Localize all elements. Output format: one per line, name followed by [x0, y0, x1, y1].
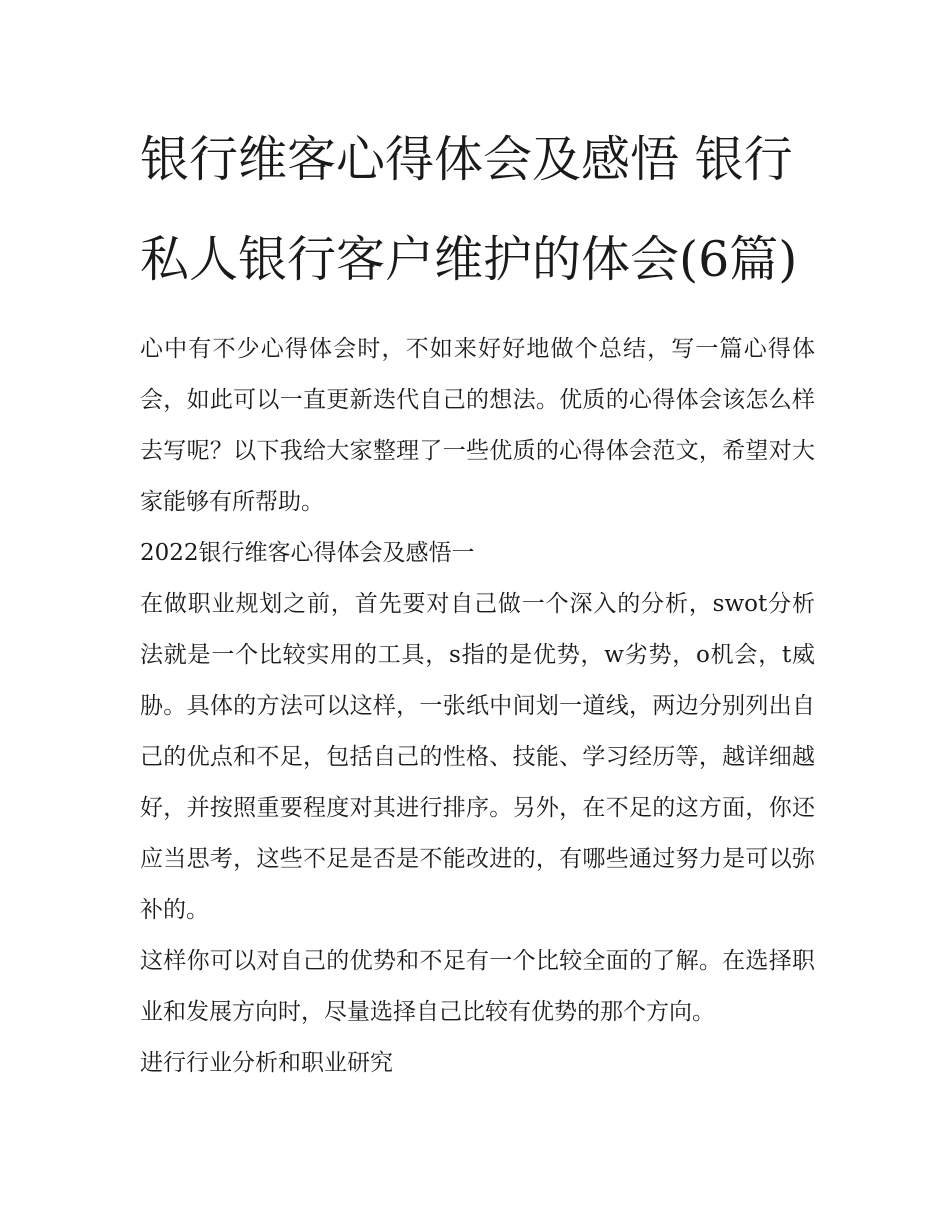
document-page: [140, 110, 815, 1089]
section-heading: 2022银行维客心得体会及感悟一: [140, 540, 475, 566]
subsection-heading: 进行行业分析和职业研究: [140, 1050, 393, 1076]
body-paragraph-swot: 在做职业规划之前，首先要对自己做一个深入的分析，swot分析法就是一个比较实用的工具，s指的是优势，w劣势，o机会，t威胁。具体的方法可以这样，一张纸中间划一道线，两边分别列出自己的优点和不足，包括自己的性格、技能、学习经历等，越详细越好，并按照重要程度对其进行排序。另外，在不足的这方面，你还应当思考，这些不足是否是不能改进的，有哪些通过努力是可以弥补的。: [140, 591, 815, 923]
body-paragraph-summary: 这样你可以对自己的优势和不足有一个比较全面的了解。在选择职业和发展方向时，尽量选择自己比较有优势的那个方向。: [140, 948, 815, 1025]
document-title: 银行维客心得体会及感悟 银行私人银行客户维护的体会(6篇): [140, 131, 798, 288]
intro-paragraph: 心中有不少心得体会时，不如来好好地做个总结，写一篇心得体会，如此可以一直更新迭代自己的想法。优质的心得体会该怎么样去写呢？以下我给大家整理了一些优质的心得体会范文，希望对大家能够有所帮助。: [140, 336, 815, 515]
